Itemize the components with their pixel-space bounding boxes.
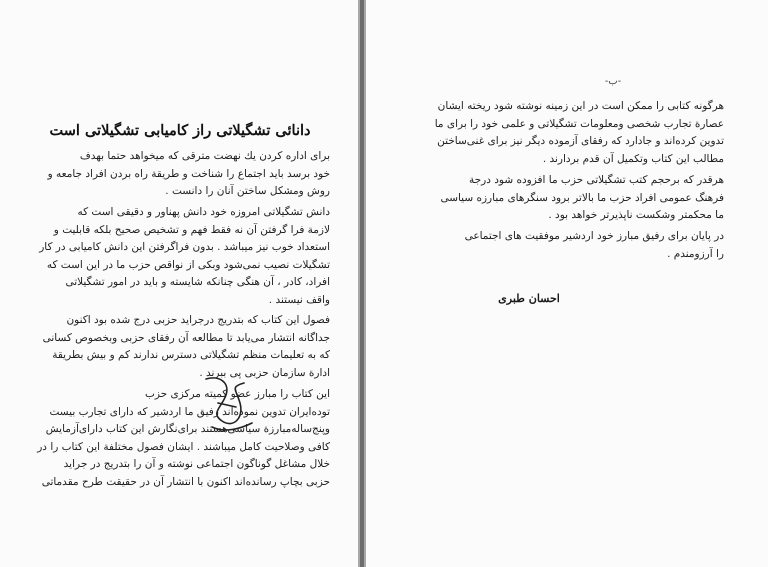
- left-page: [0, 0, 360, 567]
- text-line: هرگونه کتابی را ممکن است در این زمینه نوشته شود ریخته ایشان: [437, 100, 724, 112]
- paragraph-2: [30, 204, 330, 309]
- text-line: در پایان برای رفیق مبارز خود اردشیر موفقیت های اجتماعی: [464, 230, 724, 242]
- text-line: وپنج‌ساله‌مبارزة سیاسی‌هستند برای‌نگارش این کتاب دارای‌آزمایش: [45, 423, 330, 435]
- ink-scribble-mark: [200, 373, 258, 435]
- page-edge: [358, 0, 360, 567]
- author-signature: احسان طبری: [498, 292, 560, 305]
- paragraph-1: [434, 98, 724, 168]
- text-line: توده‌ایران تدوین نموده‌اند رفیق ما اردشیر که دارای تجارب بیست: [49, 405, 330, 418]
- text-line: را آرزومندم .: [667, 247, 724, 260]
- text-line: خود برسد باید اجتماع را شناخت و طریقة راه بردن افراد جامعه و: [47, 167, 330, 180]
- paragraph-3: [30, 312, 330, 382]
- text-line: ادارة سازمان حزبی پی ببرند .: [199, 366, 330, 379]
- right-page: [364, 0, 768, 567]
- text-line: فصول این کتاب که بتدریج درجراید حزبی درج شده بود اکنون: [66, 314, 330, 326]
- text-line: که به تعلیمات منظم تشگیلاتی دسترس ندارند کم و بیش بطریقة: [52, 349, 330, 361]
- text-line: هرقدر که برحجم کتب تشگیلاتی حزب ما افزوده شود درجة: [469, 174, 724, 186]
- page-edge: [364, 0, 366, 567]
- paragraph-1: [30, 148, 330, 201]
- paragraph-3: [442, 228, 724, 263]
- text-line: تدوین کرده‌اند و جادارد که رفقای آزموده دیگر نیز برای غنی‌ساختن: [437, 135, 724, 147]
- paragraph-4: [30, 386, 330, 491]
- text-line: این کتاب را مبارز عضو کمیته مرکزی حزب: [145, 388, 330, 400]
- text-line: خلال مشاغل گوناگون اجتماعی نوشته و آن را بتدریج در جراید: [63, 458, 330, 470]
- paragraph-2: [442, 172, 724, 225]
- text-line: افراد، کادر ، آن هنگی چنانکه شایسته و باید در امور تشگیلاتی: [65, 276, 330, 288]
- text-line: روش ومشکل ساختن آنان را دانست .: [165, 185, 330, 197]
- text-line: مطالب این کتاب وتکمیل آن قدم بردارند .: [542, 152, 724, 165]
- text-line: لازمة فرا گرفتن آن نه فقط فهم و تشخیص صحیح بلکه قابلیت و: [53, 223, 330, 236]
- text-line: فرهنگ عمومی افراد حزب ما بالاتر برود سنگرهای مبارزه سیاسی: [440, 191, 724, 204]
- page-title: دانائی تشگیلاتی راز کامیابی تشگیلاتی است: [49, 122, 311, 139]
- text-line: دانش تشگیلاتی امروزه خود دانش پهناور و دقیقی است که: [77, 206, 330, 218]
- text-line: جداگانه انتشار می‌یابد تا مطالعه آن رفقای حزبی وبخصوص کسانی: [42, 331, 330, 344]
- text-line: استعداد خوب نیز میباشد . بدون فراگرفتن این دانش کامیابی در کار: [39, 241, 330, 253]
- text-line: عصارة تجارب شخصی ومعلومات تشگیلاتی و علمی خود را برای ما: [434, 117, 724, 130]
- text-line: برای اداره کردن یك نهضت مترقی که میخواهد حتما بهدف: [79, 150, 330, 162]
- text-line: ما محکمتر وشکست ناپذیرتر خواهد بود .: [548, 209, 724, 221]
- text-line: کافی وصلاحیت کامل میباشند . ایشان فصول مختلفة این کتاب را در: [37, 440, 330, 453]
- page-number: -ب-: [604, 76, 622, 87]
- text-line: حزبی بچاپ رسانده‌اند اکنون با انتشار آن در حقیقت طرح مقدماتی: [41, 475, 330, 488]
- text-line: واقف نیستند .: [268, 293, 330, 306]
- text-line: تشگیلات نصیب نمی‌شود وبکی از نواقص حزب ما در این است که: [46, 258, 330, 271]
